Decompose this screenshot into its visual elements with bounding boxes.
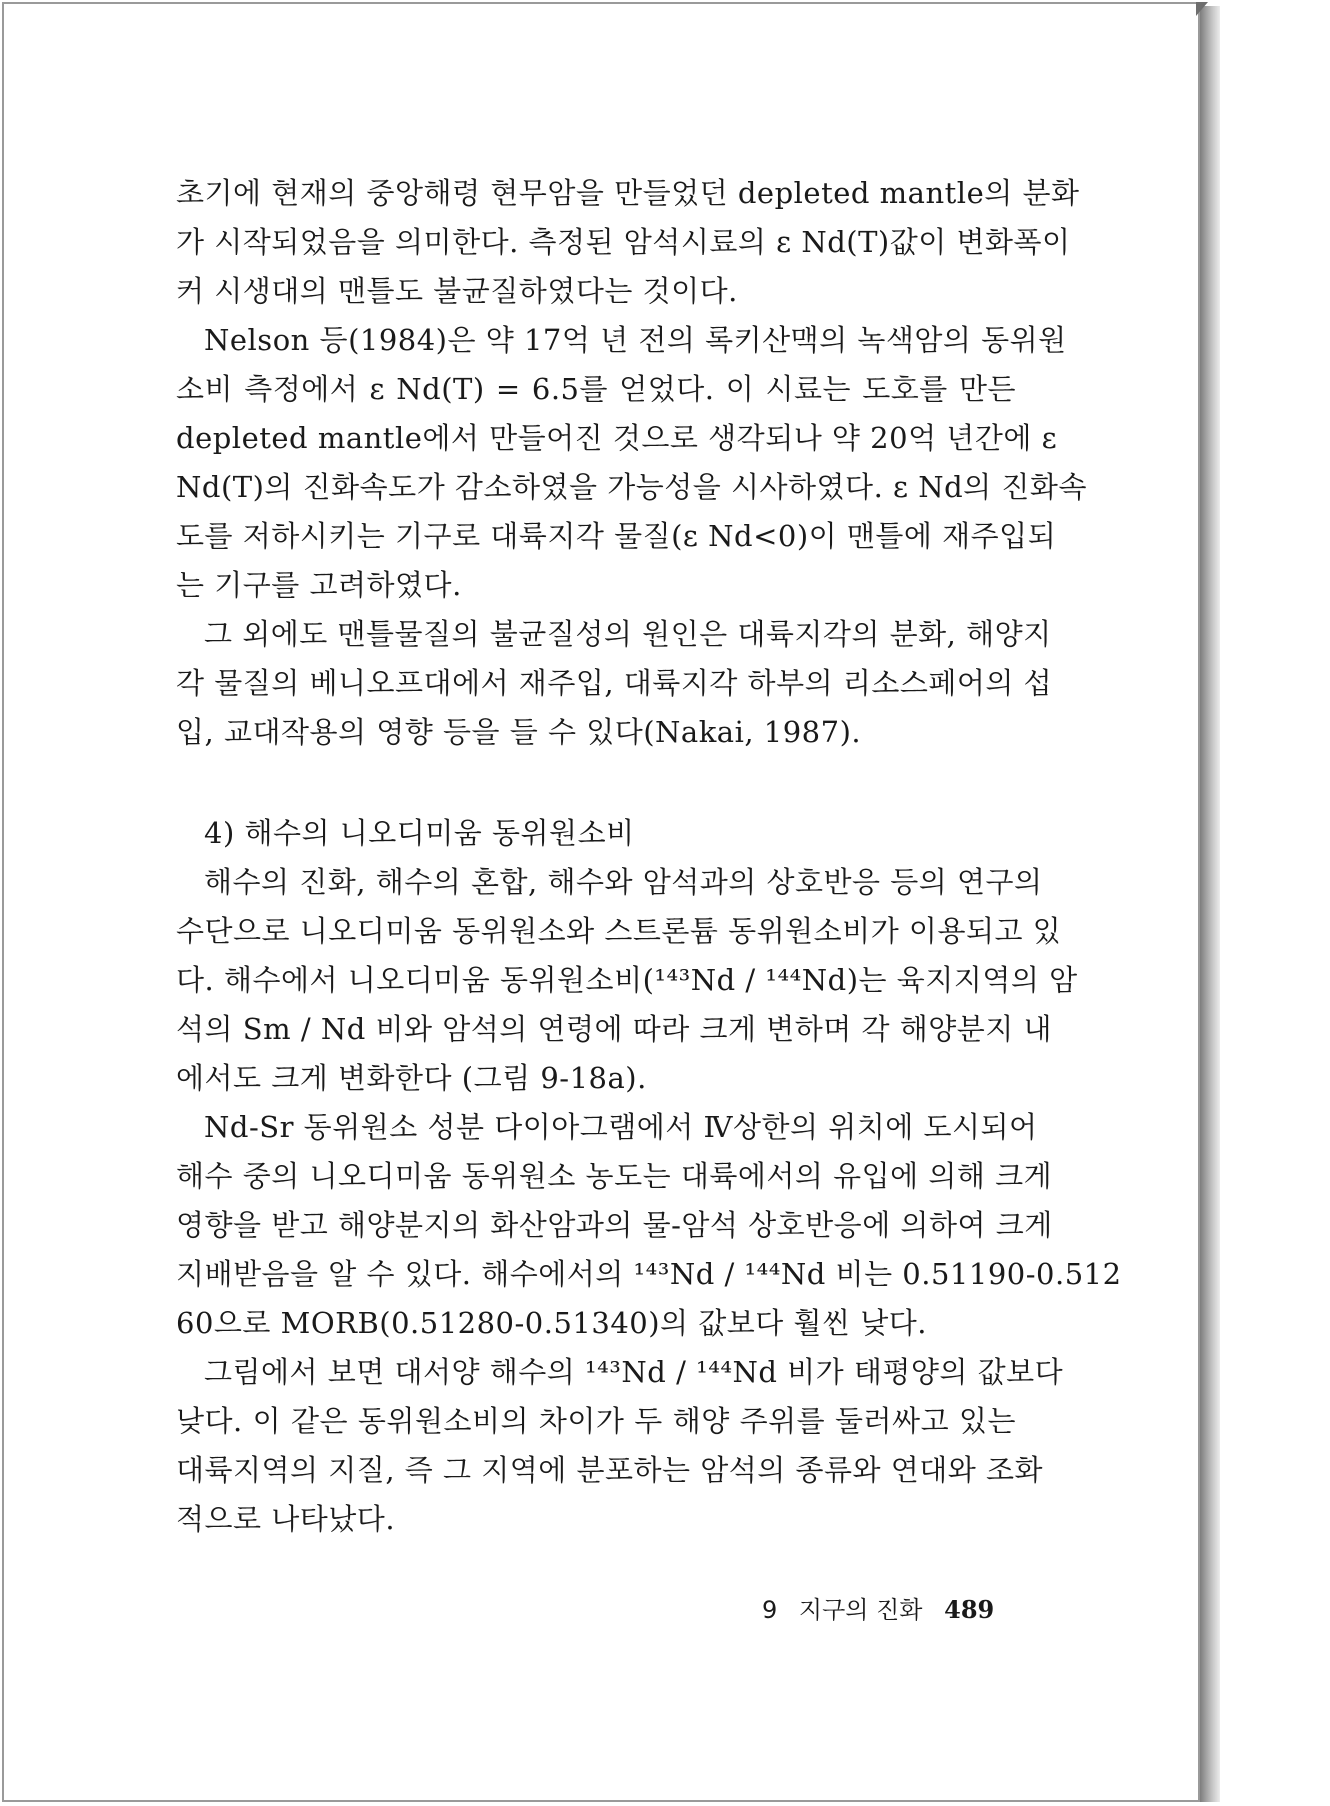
text-line: 초기에 현재의 중앙해령 현무암을 만들었던 depleted mantle의 분화	[176, 176, 1080, 210]
text-line: 각 물질의 베니오프대에서 재주입, 대륙지각 하부의 리소스페어의 섭	[176, 666, 1053, 700]
text-line: 60으로 MORB(0.51280-0.51340)의 값보다 훨씬 낮다.	[176, 1306, 928, 1340]
text-line: 적으로 나타났다.	[176, 1502, 396, 1536]
text-line: 수단으로 니오디미움 동위원소와 스트론튬 동위원소비가 이용되고 있	[176, 914, 1062, 948]
text-line: 도를 저하시키는 기구로 대륙지각 물질(ε Nd<0)이 맨틀에 재주입되	[176, 519, 1057, 553]
text-line: 그림에서 보면 대서양 해수의 ¹⁴³Nd / ¹⁴⁴Nd 비가 태평양의 값보다	[204, 1355, 1064, 1389]
text-line: 가 시작되었음을 의미한다. 측정된 암석시료의 ε Nd(T)값이 변화폭이	[176, 225, 1071, 259]
page-number: 489	[944, 1595, 995, 1624]
section-heading: 4) 해수의 니오디미움 동위원소비	[204, 816, 635, 850]
text-line: 해수 중의 니오디미움 동위원소 농도는 대륙에서의 유입에 의해 크게	[176, 1159, 1053, 1193]
text-line: 다. 해수에서 니오디미움 동위원소비(¹⁴³Nd / ¹⁴⁴Nd)는 육지지역의 암	[176, 963, 1078, 997]
text-line: Nd(T)의 진화속도가 감소하였을 가능성을 시사하였다. ε Nd의 진화속	[176, 470, 1087, 504]
chapter-number: 9	[762, 1596, 778, 1624]
text-line: depleted mantle에서 만들어진 것으로 생각되나 약 20억 년간에 ε	[176, 421, 1058, 455]
text-line: 낮다. 이 같은 동위원소비의 차이가 두 해양 주위를 둘러싸고 있는	[176, 1404, 1016, 1438]
text-line: 지배받음을 알 수 있다. 해수에서의 ¹⁴³Nd / ¹⁴⁴Nd 비는 0.51190-0.512	[176, 1257, 1122, 1291]
page-edge-shadow	[1200, 6, 1220, 1802]
text-line: 대륙지역의 지질, 즉 그 지역에 분포하는 암석의 종류와 연대와 조화	[176, 1453, 1044, 1487]
text-line: 해수의 진화, 해수의 혼합, 해수와 암석과의 상호반응 등의 연구의	[204, 865, 1043, 899]
chapter-title: 지구의 진화	[798, 1596, 923, 1624]
book-page	[2, 2, 1200, 1802]
body-text	[176, 169, 1122, 1544]
text-line: 소비 측정에서 ε Nd(T) = 6.5를 얻었다. 이 시료는 도호를 만든	[176, 372, 1016, 406]
text-line: Nelson 등(1984)은 약 17억 년 전의 록키산맥의 녹색암의 동위원	[204, 323, 1067, 357]
page-corner-fold	[1196, 2, 1208, 16]
text-line: 그 외에도 맨틀물질의 불균질성의 원인은 대륙지각의 분화, 해양지	[204, 617, 1052, 651]
section-gap	[176, 757, 1016, 809]
page-footer	[762, 1590, 994, 1625]
text-line: 는 기구를 고려하였다.	[176, 568, 462, 602]
text-line: 석의 Sm / Nd 비와 암석의 연령에 따라 크게 변하며 각 해양분지 내	[176, 1012, 1053, 1046]
text-line: 입, 교대작용의 영향 등을 들 수 있다(Nakai, 1987).	[176, 715, 862, 749]
text-line: 에서도 크게 변화한다 (그림 9-18a).	[176, 1061, 647, 1095]
text-line: 커 시생대의 맨틀도 불균질하였다는 것이다.	[176, 274, 738, 308]
text-line: Nd-Sr 동위원소 성분 다이아그램에서 Ⅳ상한의 위치에 도시되어	[204, 1110, 1038, 1144]
text-line: 영향을 받고 해양분지의 화산암과의 물-암석 상호반응에 의하여 크게	[176, 1208, 1053, 1242]
